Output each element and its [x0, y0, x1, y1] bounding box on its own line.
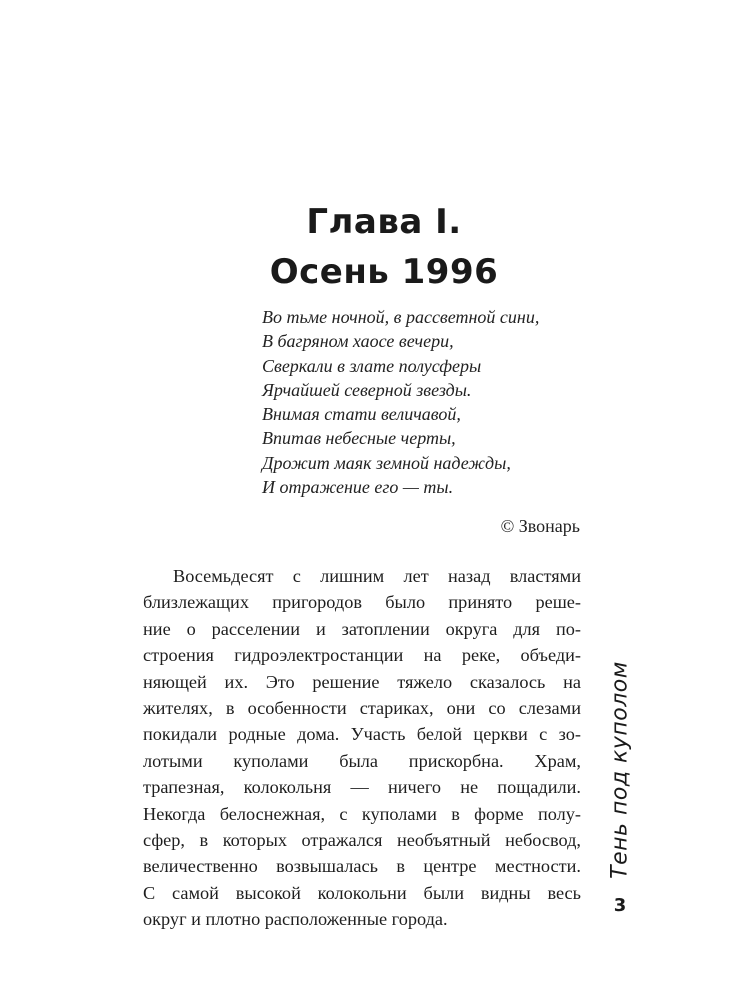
- body-line: близлежащих пригородов было принято реше-: [143, 592, 581, 613]
- body-line: покидали родные дома. Участь белой церкви с зо-: [143, 724, 581, 745]
- chapter-title-line-2: Осень 1996: [269, 252, 499, 292]
- body-line: строения гидроэлектростанции на реке, объеди-: [143, 645, 581, 666]
- body-line: С самой высокой колокольни были видны весь: [143, 882, 581, 903]
- epigraph: [262, 305, 592, 499]
- epigraph-line: Ярчайшей северной звезды.: [262, 379, 472, 400]
- epigraph-line: Сверкали в злате полусферы: [262, 355, 482, 376]
- epigraph-line: Дрожит маяк земной надежды,: [262, 452, 511, 473]
- epigraph-line: Впитав небесные черты,: [262, 428, 456, 449]
- epigraph-line: Во тьме ночной, в рассветной сини,: [262, 307, 540, 327]
- body-line: округ и плотно расположенные города.: [143, 909, 448, 930]
- chapter-title: [0, 197, 750, 297]
- running-head: [600, 650, 640, 890]
- epigraph-line: Внимая стати величавой,: [262, 404, 461, 425]
- body-line: величественно возвышалась в центре местности.: [143, 856, 581, 877]
- epigraph-line: И отражение его — ты.: [262, 477, 454, 498]
- page-number: 3: [613, 895, 627, 916]
- body-line: жителях, в особенности стариках, они со слезами: [143, 697, 581, 718]
- body-paragraph: [143, 563, 581, 932]
- body-line: лотыми куполами была прискорбна. Храм,: [143, 750, 581, 771]
- body-line: Некогда белоснежная, с куполами в форме полу-: [143, 803, 581, 824]
- body-line: трапезная, колокольня — ничего не пощадили.: [143, 777, 581, 798]
- body-line: сфер, в которых отражался необъятный небосвод,: [143, 829, 581, 850]
- epigraph-source: © Звонарь: [500, 516, 580, 536]
- body-line: няющей их. Это решение тяжело сказалось на: [143, 671, 581, 692]
- body-line: ние о расселении и затоплении округа для по-: [143, 618, 581, 639]
- chapter-title-line-1: Глава I.: [306, 202, 462, 242]
- body-line: Восемьдесят с лишним лет назад властями: [173, 566, 581, 586]
- epigraph-line: В багряном хаосе вечери,: [262, 331, 454, 352]
- running-head-text: Тень под куполом: [607, 661, 633, 879]
